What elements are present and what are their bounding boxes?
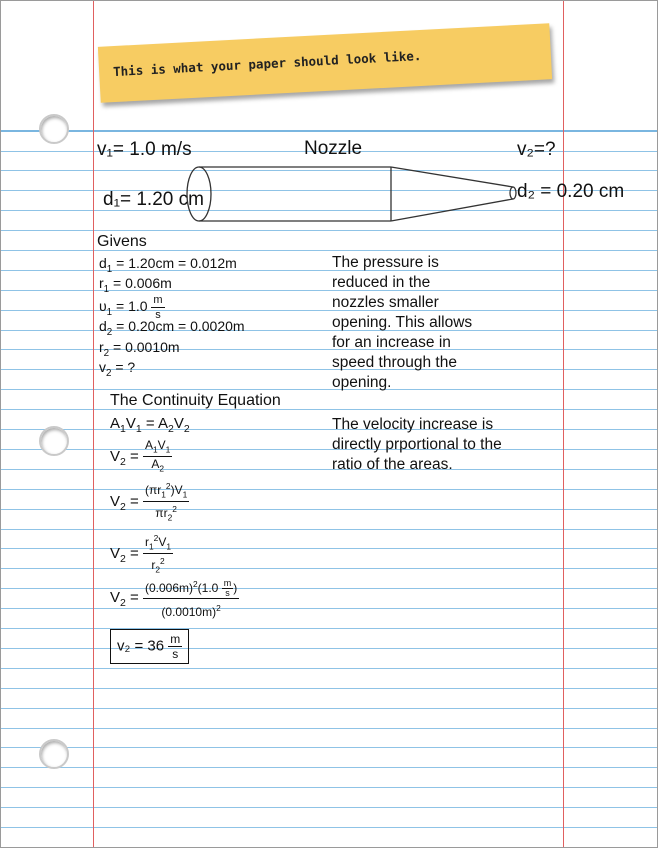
v1-label: v₁= 1.0 m/s xyxy=(97,139,192,160)
explanation-velocity xyxy=(332,415,502,475)
sticky-note-text: This is what your paper should look like. xyxy=(112,47,422,80)
ruled-line xyxy=(1,409,657,410)
v2-label: v₂=? xyxy=(517,139,556,160)
explanation-line: nozzles smaller xyxy=(332,294,439,311)
continuity-heading: The Continuity Equation xyxy=(110,392,281,409)
ruled-line xyxy=(1,747,657,748)
ruled-line xyxy=(1,648,657,649)
given-r1: $r_1 = 0.006m$ xyxy=(99,275,172,295)
eq-radius-ratio: $V_2$ = $\frac{r_1^2V_1}{r_2^2}$ xyxy=(110,533,171,575)
right-margin-line xyxy=(563,1,564,847)
ruled-line xyxy=(1,469,657,470)
ruled-line xyxy=(1,489,657,490)
givens-heading: Givens xyxy=(97,233,147,250)
explanation-line: The velocity increase is xyxy=(332,416,494,433)
ruled-line xyxy=(1,728,657,729)
explanation-line: directly prportional to the xyxy=(332,436,502,453)
ruled-line xyxy=(1,548,657,549)
explanation-pressure xyxy=(332,253,472,393)
ruled-line xyxy=(1,509,657,510)
ruled-line xyxy=(1,130,657,132)
ruled-line xyxy=(1,767,657,768)
given-d2: $d_2 = 0.20cm = 0.0020m$ xyxy=(99,318,245,338)
ruled-line xyxy=(1,568,657,569)
explanation-line: opening. This allows xyxy=(332,314,473,331)
ruled-line xyxy=(1,449,657,450)
final-answer: v₂ = 36 $\frac{m}{s}$ xyxy=(110,629,189,664)
ruled-line xyxy=(1,807,657,808)
left-margin-line xyxy=(93,1,94,847)
explanation-line: opening. xyxy=(332,374,392,391)
explanation-line: for an increase in xyxy=(332,334,451,351)
explanation-line: The pressure is xyxy=(332,254,439,271)
ruled-line xyxy=(1,608,657,609)
eq-solve-v2: $V_2$ = $\frac{A_1V_1}{A_2}$ xyxy=(110,438,171,474)
binder-hole xyxy=(39,426,69,456)
explanation-line: reduced in the xyxy=(332,274,431,291)
ruled-line xyxy=(1,529,657,530)
ruled-line xyxy=(1,827,657,828)
ruled-line xyxy=(1,628,657,629)
diagram-title: Nozzle xyxy=(304,138,363,159)
eq-continuity: $A_1V_1 = A_2V_2$ xyxy=(110,415,190,435)
eq-area-substitution: $V_2$ = $\frac{(\pi r_1^2)V_1}{\pi r_2^2}$ xyxy=(110,481,188,523)
binder-hole xyxy=(39,114,69,144)
d2-label: d₂ = 0.20 cm xyxy=(517,181,625,202)
d1-label: d₁= 1.20 cm xyxy=(103,189,204,210)
given-v1: $\upsilon_1 = 1.0$ $\frac{m}{s}$ xyxy=(99,294,163,321)
nozzle-drawing xyxy=(181,159,521,229)
binder-hole xyxy=(39,739,69,769)
explanation-line: ratio of the areas. xyxy=(332,456,453,473)
ruled-line xyxy=(1,230,657,231)
given-v2: $v_2$ = ? xyxy=(99,359,136,379)
eq-numeric: $V_2$ = $(0.006m)^2(1.0$ $\frac{m}{s}$ ) $(0.0010m)^2$ xyxy=(110,575,239,621)
ruled-line xyxy=(1,668,657,669)
given-r2: $r_2 = 0.0010m$ xyxy=(99,339,180,359)
ruled-line xyxy=(1,429,657,430)
ruled-line xyxy=(1,389,657,390)
given-d1: $d_1 = 1.20cm = 0.012m$ xyxy=(99,255,237,275)
ruled-line xyxy=(1,708,657,709)
ruled-line xyxy=(1,688,657,689)
explanation-line: speed through the xyxy=(332,354,457,371)
ruled-line xyxy=(1,787,657,788)
ruled-line xyxy=(1,588,657,589)
sticky-note xyxy=(98,23,552,103)
